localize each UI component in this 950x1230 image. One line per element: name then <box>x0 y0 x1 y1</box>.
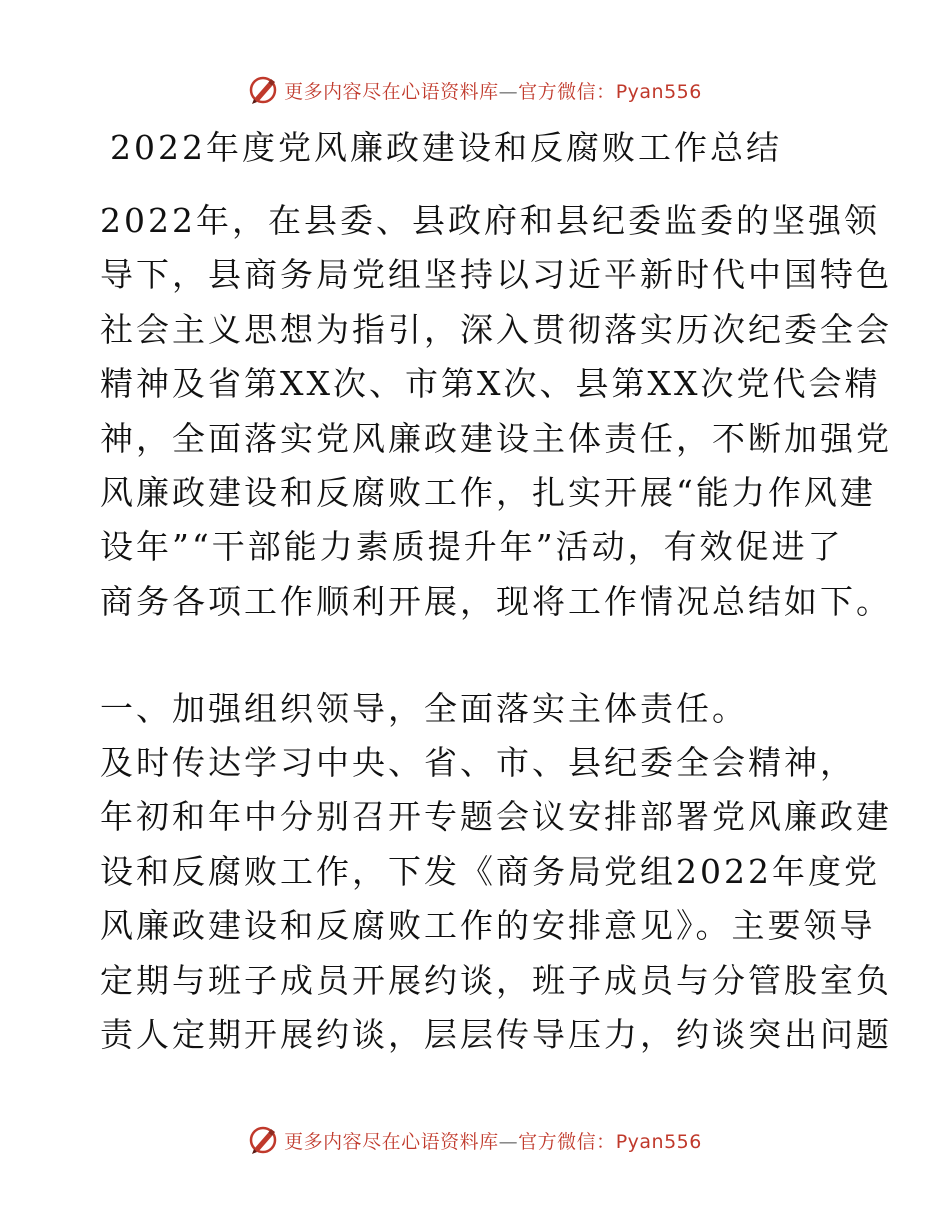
paragraph-line: 年初和年中分别召开专题会议安排部署党风廉政建 <box>100 797 892 837</box>
watermark-footer <box>0 1120 950 1160</box>
watermark-header <box>0 70 950 110</box>
watermark-separator: — <box>498 1130 519 1153</box>
paragraph-line: 精神及省第XX次、市第X次、县第XX次党代会精 <box>100 364 881 404</box>
document-title: 2022年度党风廉政建设和反腐败工作总结 <box>110 128 782 167</box>
paragraph-line: 责人定期开展约谈，层层传导压力，约谈突出问题 <box>100 1014 892 1054</box>
paragraph-line: 及时传达学习中央、省、市、县纪委全会精神， <box>100 743 856 782</box>
paragraph-line: 风廉政建设和反腐败工作，扎实开展“能力作风建 <box>100 472 876 512</box>
watermark-main-text: 更多内容尽在心语资料库 <box>284 80 499 103</box>
watermark-text <box>284 1127 702 1154</box>
section-heading-text: 一、加强组织领导，全面落实主体责任。 <box>100 689 748 728</box>
paragraph-line: 社会主义思想为指引，深入贯彻落实历次纪委全会 <box>100 309 892 349</box>
paragraph-line: 设年”“干部能力素质提升年”活动，有效促进了 <box>100 527 844 567</box>
paragraph-line: 设和反腐败工作，下发《商务局党组2022年度党 <box>100 851 880 891</box>
pen-logo-icon <box>248 1125 278 1155</box>
pen-logo-icon <box>248 75 278 105</box>
paragraph-line: 神，全面落实党风廉政建设主体责任，不断加强党 <box>100 418 892 458</box>
section-paragraph <box>100 736 892 1062</box>
watermark-wechat-handle: Pyan556 <box>615 1130 702 1153</box>
watermark-wechat-label: 官方微信： <box>518 80 616 103</box>
watermark-wechat-handle: Pyan556 <box>615 80 702 103</box>
intro-paragraph <box>100 194 892 629</box>
paragraph-line: 导下，县商务局党组坚持以习近平新时代中国特色 <box>100 255 892 295</box>
paragraph-line: 商务各项工作顺利开展，现将工作情况总结如下。 <box>100 581 892 621</box>
paragraph-line: 定期与班子成员开展约谈，班子成员与分管股室负 <box>100 960 892 1000</box>
paragraph-line: 风廉政建设和反腐败工作的安排意见》。主要领导 <box>100 906 876 946</box>
watermark-text <box>284 77 702 104</box>
watermark-main-text: 更多内容尽在心语资料库 <box>284 1130 499 1153</box>
watermark-wechat-label: 官方微信： <box>518 1130 616 1153</box>
watermark-separator: — <box>498 80 519 103</box>
section-heading <box>100 682 860 736</box>
paragraph-line: 2022年，在县委、县政府和县纪委监委的坚强领 <box>100 201 880 240</box>
